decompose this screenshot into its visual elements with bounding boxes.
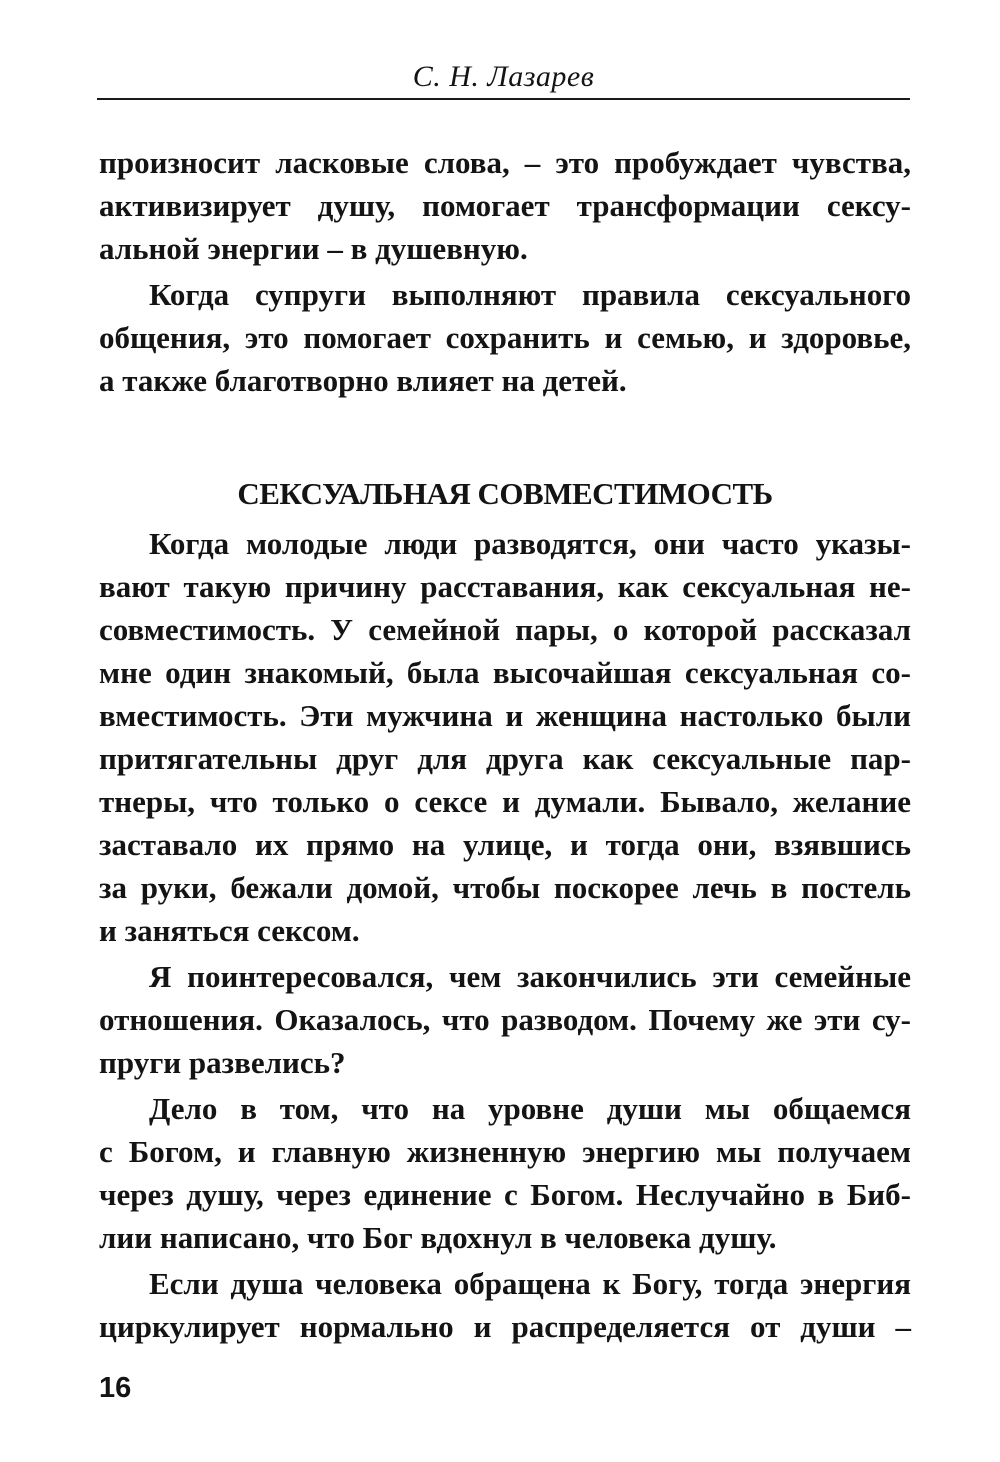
- paragraph: [99, 273, 911, 402]
- paragraph: [99, 1087, 911, 1259]
- paragraph: [99, 522, 911, 952]
- section-heading: СЕКСУАЛЬНАЯ СОВМЕСТИМОСТЬ: [237, 476, 773, 511]
- text-line: Я поинтересовался, чем закончились эти семейные: [149, 959, 911, 994]
- text-line: общения, это помогает сохранить и семью, и здоровье,: [99, 320, 911, 355]
- text-line: вместимость. Эти мужчина и женщина настолько были: [99, 698, 911, 733]
- header-author: С. Н. Лазарев: [412, 60, 595, 93]
- paragraph: [99, 955, 911, 1084]
- text-line: а также благотворно влияет на детей.: [99, 363, 627, 398]
- text-line: совместимость. У семейной пары, о которой рассказал: [99, 612, 911, 647]
- text-line: пруги развелись?: [99, 1045, 346, 1080]
- text-line: через душу, через единение с Богом. Неслучайно в Биб-: [99, 1177, 911, 1212]
- section-text-block: [99, 522, 911, 1351]
- text-line: отношения. Оказалось, что разводом. Почему же эти су-: [99, 1002, 911, 1037]
- text-line: Дело в том, что на уровне души мы общаемся: [149, 1091, 911, 1126]
- text-line: и заняться сексом.: [99, 913, 360, 948]
- text-line: мне один знакомый, была высочайшая сексуальная со-: [99, 655, 911, 690]
- running-header: [97, 58, 910, 100]
- text-line: тнеры, что только о сексе и думали. Бывало, желание: [99, 784, 911, 819]
- text-line: Если душа человека обращена к Богу, тогда энергия: [149, 1266, 911, 1301]
- text-line: вают такую причину расставания, как сексуальная не-: [99, 569, 911, 604]
- text-line: лии написано, что Бог вдохнул в человека душу.: [99, 1220, 777, 1255]
- page-number: 16: [99, 1372, 132, 1404]
- paragraph: [99, 141, 911, 270]
- text-line: за руки, бежали домой, чтобы поскорее лечь в постель: [99, 870, 911, 905]
- text-line: заставало их прямо на улице, и тогда они, взявшись: [99, 827, 911, 862]
- text-line: притягательны друг для друга как сексуальные пар-: [99, 741, 911, 776]
- text-line: активизирует душу, помогает трансформации сексу-: [99, 188, 911, 223]
- text-line: альной энергии – в душевную.: [99, 231, 528, 266]
- text-line: циркулирует нормально и распределяется от души –: [99, 1309, 911, 1344]
- text-line: Когда супруги выполняют правила сексуального: [149, 277, 911, 312]
- text-line: произносит ласковые слова, – это пробуждает чувства,: [99, 145, 911, 180]
- paragraph: [99, 1262, 911, 1348]
- text-line: с Богом, и главную жизненную энергию мы получаем: [99, 1134, 911, 1169]
- text-line: Когда молодые люди разводятся, они часто указы-: [149, 526, 911, 561]
- top-text-block: [99, 141, 911, 405]
